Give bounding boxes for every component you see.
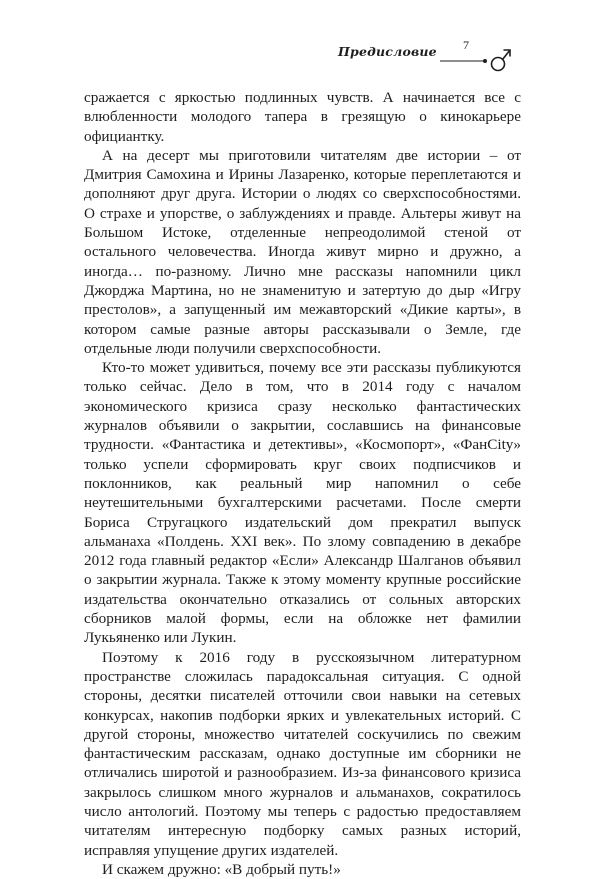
paragraph-1: сражается с яркостью подлинных чувств. А начинается все с влюбленности молодого тапера в грезящую о кинокарьере официантку. bbox=[84, 89, 521, 145]
paragraph-4: Поэтому к 2016 году в русскоязычном литературном пространстве сложилась парадоксальная ситуация. С одной стороны, десятки писателей отточили свои навыки на сетевых конкурсах, накопив подборки ярких и увлекательных историй. С другой стороны, множество читателей соскучились по свежим фантастическим рассказам, однако доступные им сборники не отличались широтой и разнообразием. Из-за финансового кризиса закрылось слишком много журналов и альманахов, сократилось число антологий. Поэтому мы теперь с радостью предоставляем читателям интересную подборку самых разных историй, исправляя упущение других издателей. bbox=[84, 648, 521, 859]
male-symbol-icon bbox=[489, 46, 513, 74]
page-number: 7 bbox=[463, 38, 469, 52]
paragraph-5: И скажем дружно: «В добрый путь!» bbox=[102, 860, 341, 878]
header-title: Предисловие bbox=[338, 44, 437, 59]
header-rule bbox=[440, 58, 488, 64]
paragraph-2: А на десерт мы приготовили читателям две истории – от Дмитрия Самохина и Ирины Лазаренко, которые переплетаются и дополняют друг друга. Истории о людях со сверхспособностями. О страхе и упорстве, о заблуждениях и правде. Альтеры живут на Большом Истоке, отделенные непреодолимой стеной от остального человечества. Иногда живут мирно и дружно, а иногда… по-разному. Лично мне рассказы напомнили цикл Джорджа Мартина, но не знаменитую и затертую до дыр «Игру престолов», а запущенный им межавторский «Дикие карты», в котором самые разные авторы рассказывали о Земле, где отдельные люди получили сверхспособности. bbox=[84, 146, 521, 357]
body-text bbox=[84, 88, 521, 879]
paragraph-3: Кто-то может удивиться, почему все эти рассказы публикуются только сейчас. Дело в том, что в 2014 году с началом экономического кризиса сразу несколько фантастических журналов объявили о закрытии, сославшись на финансовые трудности. «Фантастика и детективы», «Космопорт», «ФанCity» только успели сформировать круг своих подписчиков и поклонников, как реальный мир напомнил о себе неутешительными бухгалтерскими расчетами. После смерти Бориса Стругацкого издательский дом прекратил выпуск альманаха «Полдень. XXI век». По злому совпадению в декабре 2012 года главный редактор «Если» Александр Шалганов объявил о закрытии журнала. Также к этому моменту крупные российские издательства окончательно отказались от сольных авторских сборников малой формы, если на обложке нет фамилии Лукьяненко или Лукин. bbox=[84, 359, 521, 647]
running-header bbox=[338, 34, 538, 74]
